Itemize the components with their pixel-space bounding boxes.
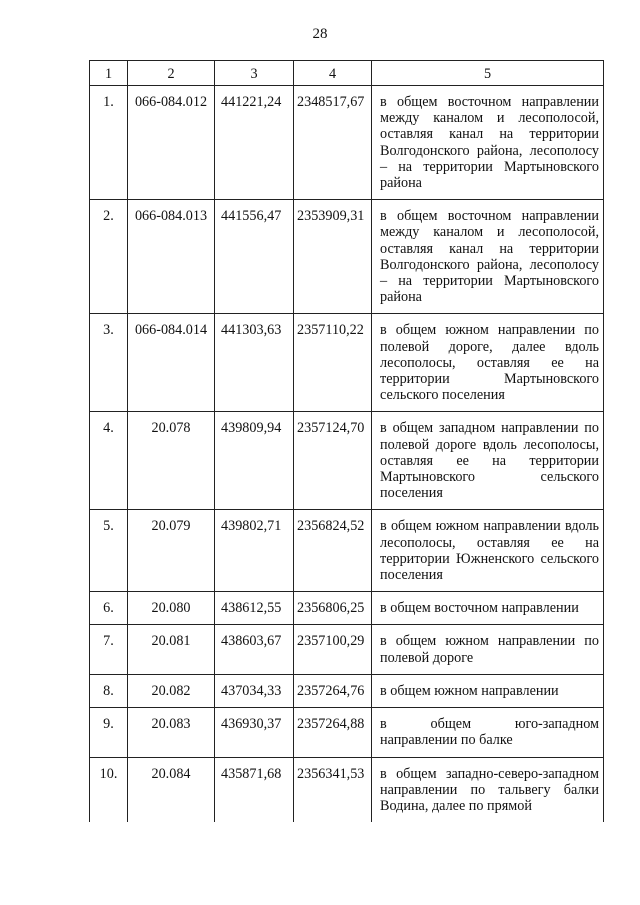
page-number: 28 — [312, 26, 328, 42]
coord-x: 441221,24 — [215, 86, 294, 200]
point-code: 20.078 — [128, 412, 215, 510]
table-row — [90, 757, 604, 822]
point-code: 20.081 — [128, 625, 215, 674]
table-row — [90, 625, 604, 674]
row-number: 8. — [90, 674, 128, 707]
coord-y: 2357124,70 — [294, 412, 372, 510]
header-col-1: 1 — [90, 61, 128, 86]
boundary-table — [89, 60, 604, 822]
table-row — [90, 510, 604, 592]
point-code: 20.080 — [128, 592, 215, 625]
table-row — [90, 708, 604, 757]
coord-x: 439802,71 — [215, 510, 294, 592]
boundary-description: в общем южном направлении вдоль лесополосы, оставляя ее на территории Южненского сельского поселения — [372, 510, 604, 592]
table-body — [90, 61, 604, 823]
coord-x: 441556,47 — [215, 200, 294, 314]
table-row — [90, 314, 604, 412]
coord-x: 438612,55 — [215, 592, 294, 625]
boundary-description: в общем западно-северо-западном направлении по тальвегу балки Водина, далее по прямой — [372, 757, 604, 822]
boundary-description: в общем юго-западном направлении по балке — [372, 708, 604, 757]
coord-y: 2356824,52 — [294, 510, 372, 592]
row-number: 4. — [90, 412, 128, 510]
table-row — [90, 412, 604, 510]
coord-x: 441303,63 — [215, 314, 294, 412]
header-col-2: 2 — [128, 61, 215, 86]
coord-y: 2357110,22 — [294, 314, 372, 412]
point-code: 066-084.013 — [128, 200, 215, 314]
coord-y: 2357100,29 — [294, 625, 372, 674]
coord-y: 2357264,88 — [294, 708, 372, 757]
boundary-description: в общем восточном направлении между каналом и лесополосой, оставляя канал на территории Волгодонского района, лесополосу – на территории Мартыновского района — [372, 86, 604, 200]
table-row — [90, 86, 604, 200]
point-code: 20.082 — [128, 674, 215, 707]
row-number: 3. — [90, 314, 128, 412]
table-row — [90, 592, 604, 625]
row-number: 2. — [90, 200, 128, 314]
coord-x: 435871,68 — [215, 757, 294, 822]
coord-x: 439809,94 — [215, 412, 294, 510]
row-number: 7. — [90, 625, 128, 674]
boundary-description: в общем южном направлении по полевой дороге, далее вдоль лесополосы, оставляя ее на территории Мартыновского сельского поселения — [372, 314, 604, 412]
coord-y: 2356806,25 — [294, 592, 372, 625]
header-col-5: 5 — [372, 61, 604, 86]
coord-x: 437034,33 — [215, 674, 294, 707]
table-row — [90, 200, 604, 314]
boundary-description: в общем восточном направлении — [372, 592, 604, 625]
header-col-4: 4 — [294, 61, 372, 86]
coord-x: 438603,67 — [215, 625, 294, 674]
point-code: 20.084 — [128, 757, 215, 822]
coord-y: 2357264,76 — [294, 674, 372, 707]
row-number: 1. — [90, 86, 128, 200]
header-col-3: 3 — [215, 61, 294, 86]
coord-y: 2353909,31 — [294, 200, 372, 314]
point-code: 066-084.014 — [128, 314, 215, 412]
point-code: 20.079 — [128, 510, 215, 592]
coord-x: 436930,37 — [215, 708, 294, 757]
row-number: 10. — [90, 757, 128, 822]
point-code: 20.083 — [128, 708, 215, 757]
boundary-description: в общем южном направлении — [372, 674, 604, 707]
point-code: 066-084.012 — [128, 86, 215, 200]
boundary-description: в общем южном направлении по полевой дороге — [372, 625, 604, 674]
row-number: 9. — [90, 708, 128, 757]
boundary-description: в общем восточном направлении между каналом и лесополосой, оставляя канал на территории Волгодонского района, лесополосу – на территории Мартыновского района — [372, 200, 604, 314]
table-row — [90, 674, 604, 707]
boundary-description: в общем западном направлении по полевой дороге вдоль лесополосы, оставляя ее на территории Мартыновского сельского поселения — [372, 412, 604, 510]
row-number: 6. — [90, 592, 128, 625]
header-row — [90, 61, 604, 86]
coord-y: 2356341,53 — [294, 757, 372, 822]
coord-y: 2348517,67 — [294, 86, 372, 200]
row-number: 5. — [90, 510, 128, 592]
